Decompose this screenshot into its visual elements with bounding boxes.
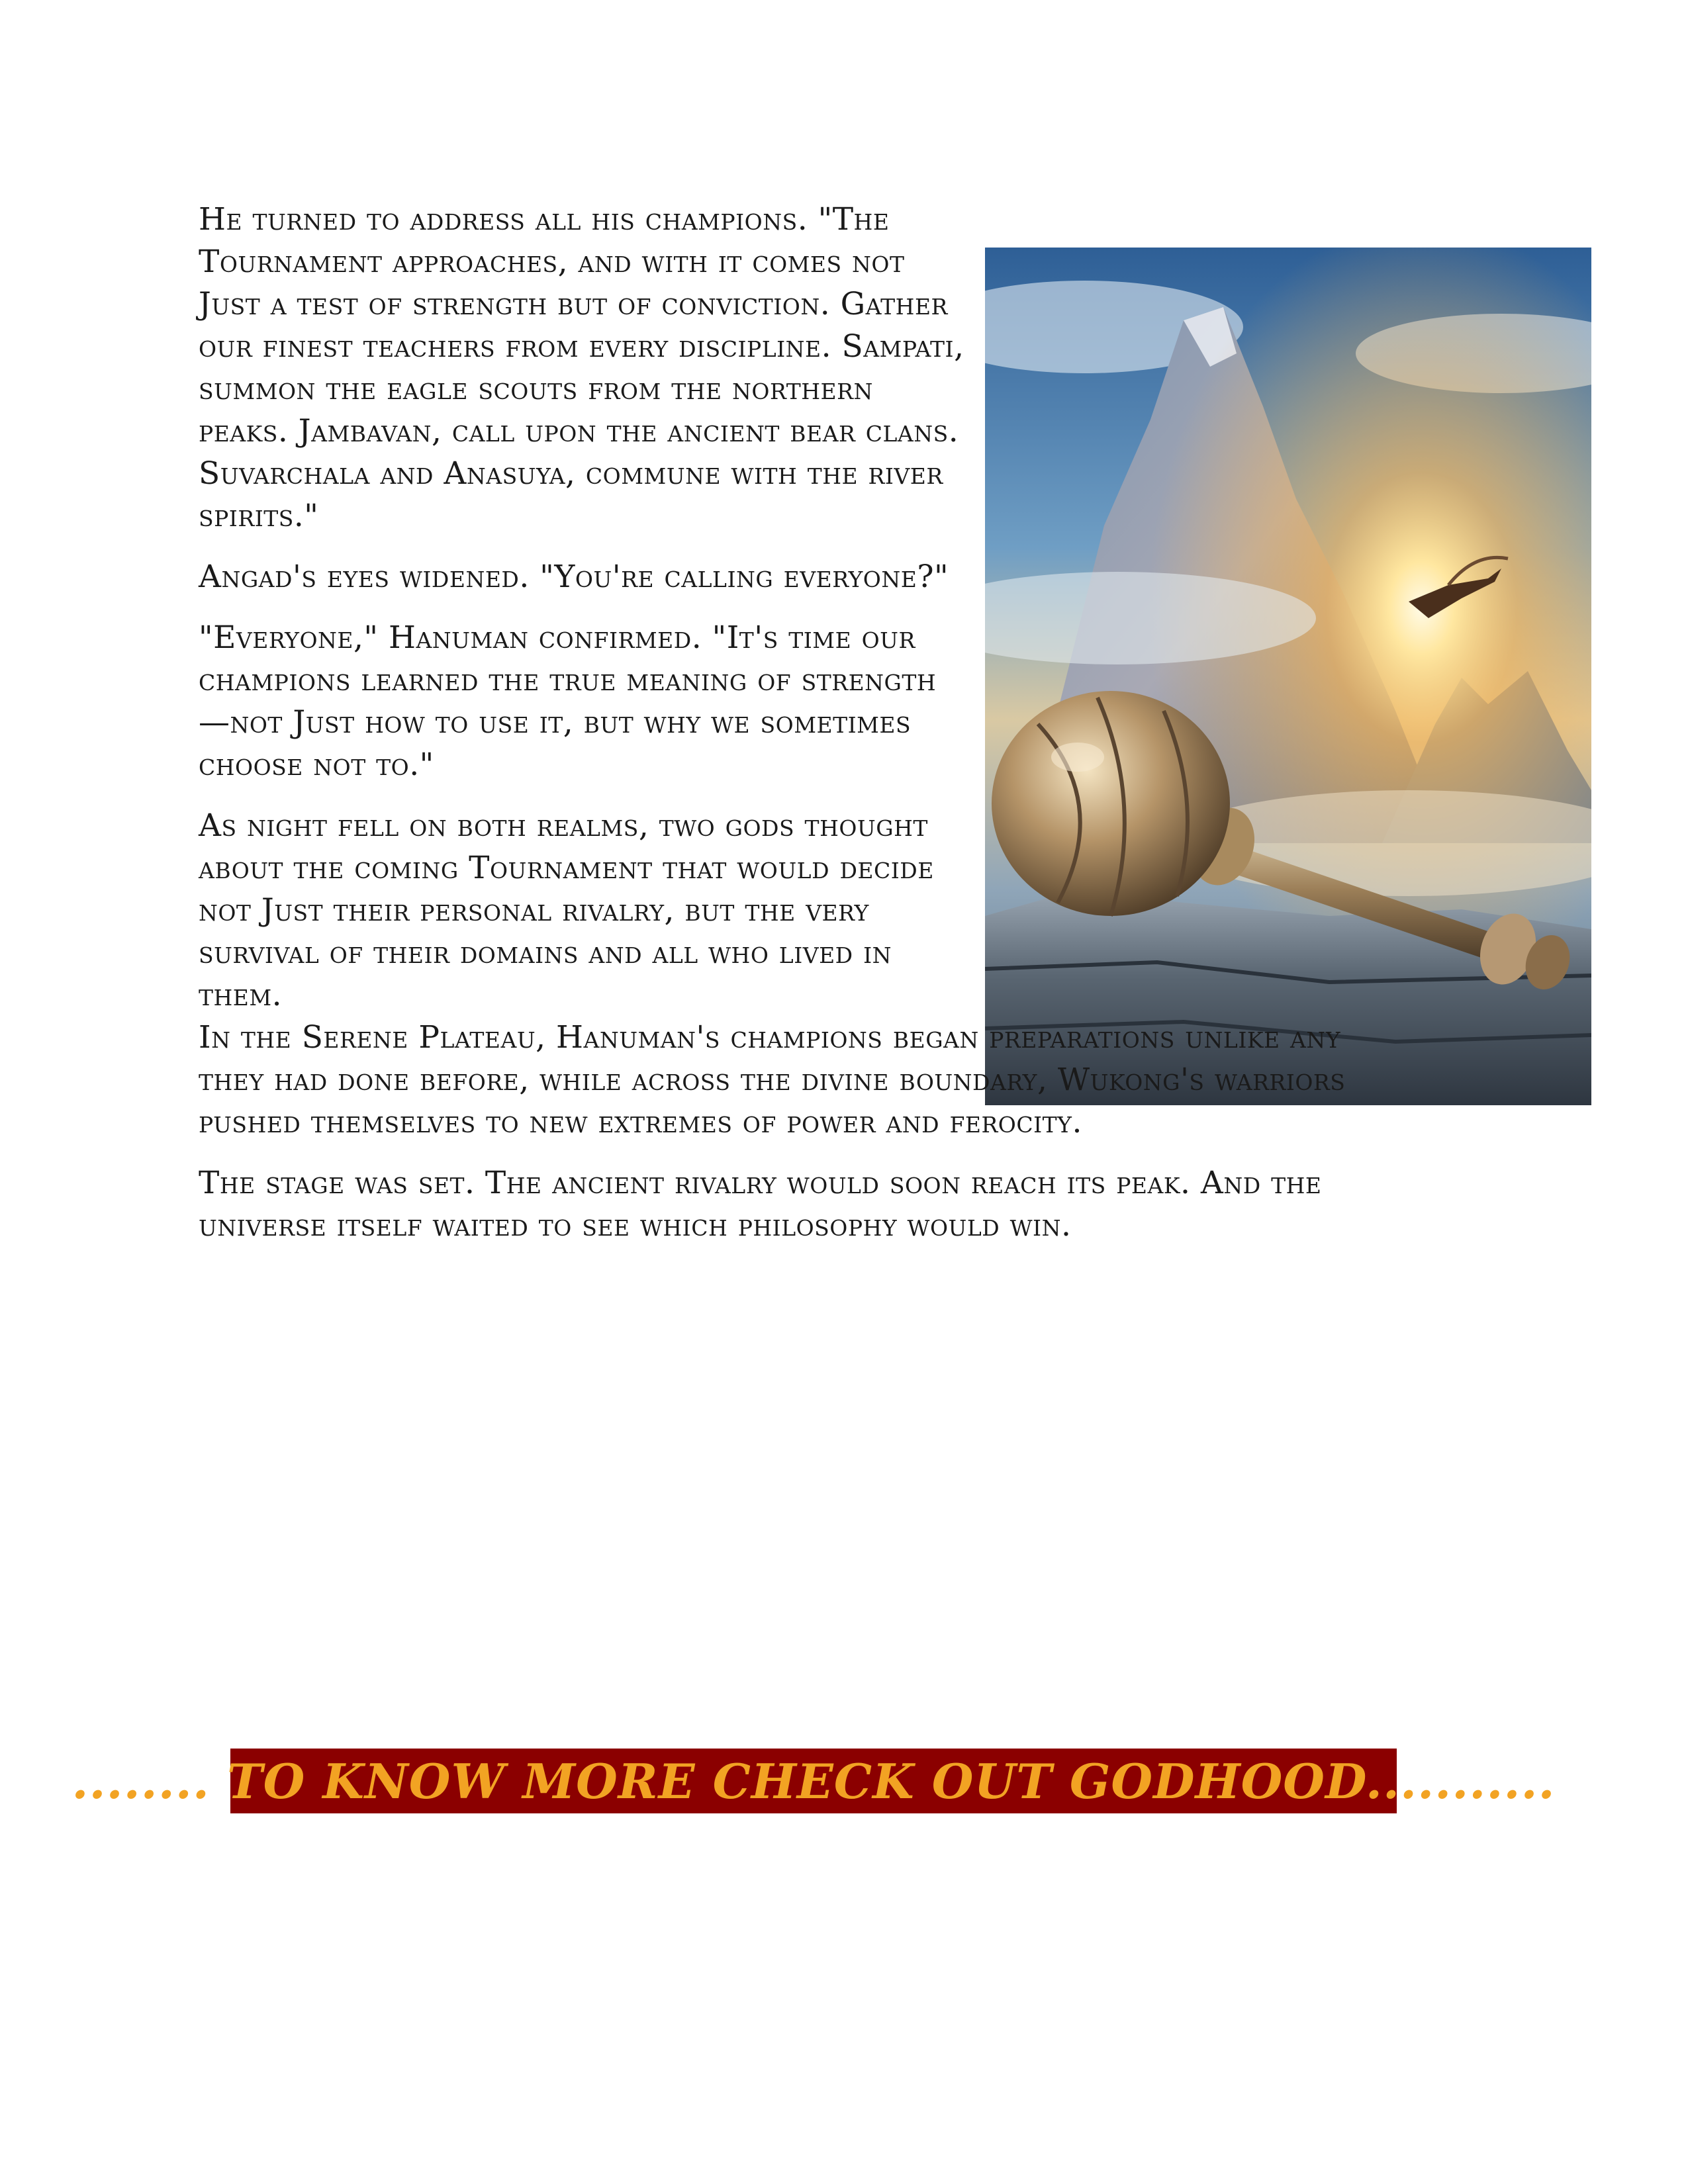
godhood-promo-banner — [71, 1749, 1556, 1813]
paragraph-stage-set: The stage was set. The ancient rivalry would soon reach its peak. And the universe itself waited to see which philosophy would win. — [199, 1165, 1322, 1244]
paragraph-angad-question: Angad's eyes widened. "You're calling everyone?" — [199, 559, 949, 595]
story-text — [199, 199, 1450, 1265]
paragraph-champions-address: He turned to address all his champions. "The Tournament approaches, and with it comes not Just a test of strength but of conviction. Gather our finest teachers from every discipline. Sampati, summon the eagle scouts from the northern peaks. Jambavan, call upon the ancient bear clans. Suvarchala and Anasuya, commune with the river spirits." — [199, 201, 964, 534]
banner-text: ........ TO KNOW MORE CHECK OUT GODHOOD........... — [71, 1752, 1556, 1809]
paragraph-hanuman-confirms: "Everyone," Hanuman confirmed. "It's time our champions learned the true meaning of strength—not Just how to use it, but why we sometimes choose not to." — [199, 619, 937, 783]
paragraph-night-falls-part2: In the Serene Plateau, Hanuman's champions began preparations unlike any they had done before, while across the divine boundary, Wukong's warriors pushed themselves to new extremes of power and ferocity. — [199, 1019, 1346, 1140]
paragraph-night-falls — [199, 805, 1450, 1144]
paragraph-night-falls-part1: As night fell on both realms, two gods thought about the coming Tournament that would decide not Just their personal rivalry, but the very survival of their domains and all who lived in them. — [199, 807, 934, 1013]
